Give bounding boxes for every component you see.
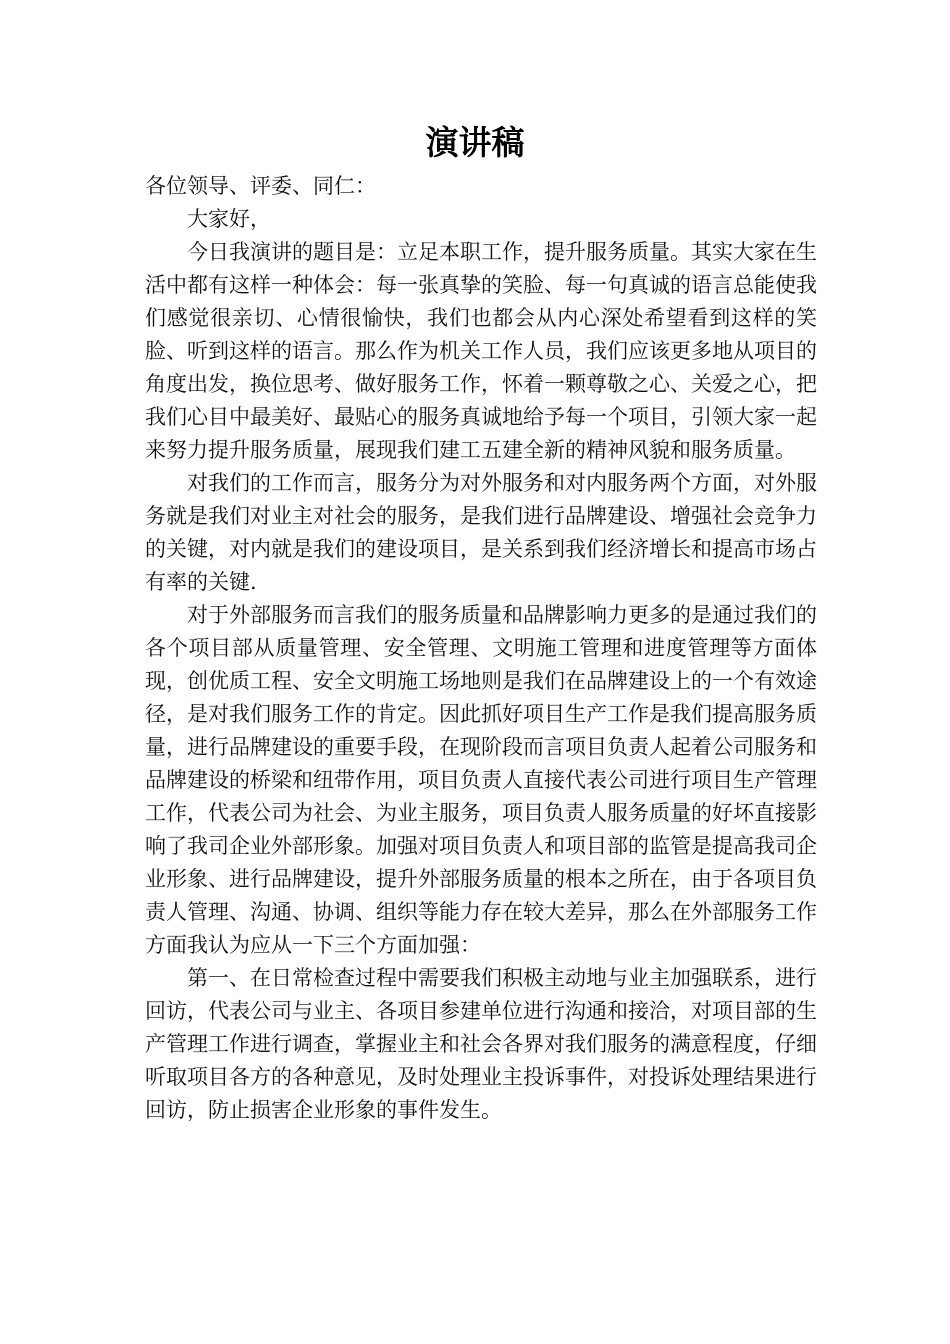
document-title: 演讲稿	[425, 123, 525, 162]
paragraph-external-service: 对于外部服务而言我们的服务质量和品牌影响力更多的是通过我们的各个项目部从质量管理、安全管理、文明施工管理和进度管理等方面体现，创优质工程、安全文明施工场地则是我们在品牌建设上的一个有效途径，是对我们服务工作的肯定。因此抓好项目生产工作是我们提高服务质量，进行品牌建设的重要手段，在现阶段而言项目负责人起着公司服务和品牌建设的桥梁和纽带作用，项目负责人直接代表公司进行项目生产管理工作，代表公司为社会、为业主服务，项目负责人服务质量的好坏直接影响了我司企业外部形象。加强对项目负责人和项目部的监管是提高我司企业形象、进行品牌建设，提升外部服务质量的根本之所在，由于各项目负责人管理、沟通、协调、组织等能力存在较大差异，那么在外部服务工作方面我认为应从一下三个方面加强：	[145, 603, 817, 957]
salutation: 各位领导、评委、同仁：	[145, 174, 376, 198]
document-body	[145, 170, 817, 1127]
greeting: 大家好，	[187, 207, 271, 231]
paragraph-topic: 今日我演讲的题目是：立足本职工作，提升服务质量。其实大家在生活中都有这样一种体会：每一张真挚的笑脸、每一句真诚的语言总能使我们感觉很亲切、心情很愉快，我们也都会从内心深处希望看到这样的笑脸、听到这样的语言。那么作为机关工作人员，我们应该更多地从项目的角度出发，换位思考、做好服务工作，怀着一颗尊敬之心、关爱之心，把我们心目中最美好、最贴心的服务真诚地给予每一个项目，引领大家一起来努力提升服务质量，展现我们建工五建全新的精神风貌和服务质量。	[145, 240, 817, 462]
paragraph-service-types: 对我们的工作而言，服务分为对外服务和对内服务两个方面，对外服务就是我们对业主对社会的服务，是我们进行品牌建设、增强社会竞争力的关键，对内就是我们的建设项目，是关系到我们经济增长和提高市场占有率的关键.	[145, 471, 817, 594]
paragraph-first-point: 第一、在日常检查过程中需要我们积极主动地与业主加强联系，进行回访，代表公司与业主、各项目参建单位进行沟通和接洽，对项目部的生产管理工作进行调查，掌握业主和社会各界对我们服务的满意程度，仔细听取项目各方的各种意见，及时处理业主投诉事件，对投诉处理结果进行回访，防止损害企业形象的事件发生。	[145, 966, 817, 1122]
